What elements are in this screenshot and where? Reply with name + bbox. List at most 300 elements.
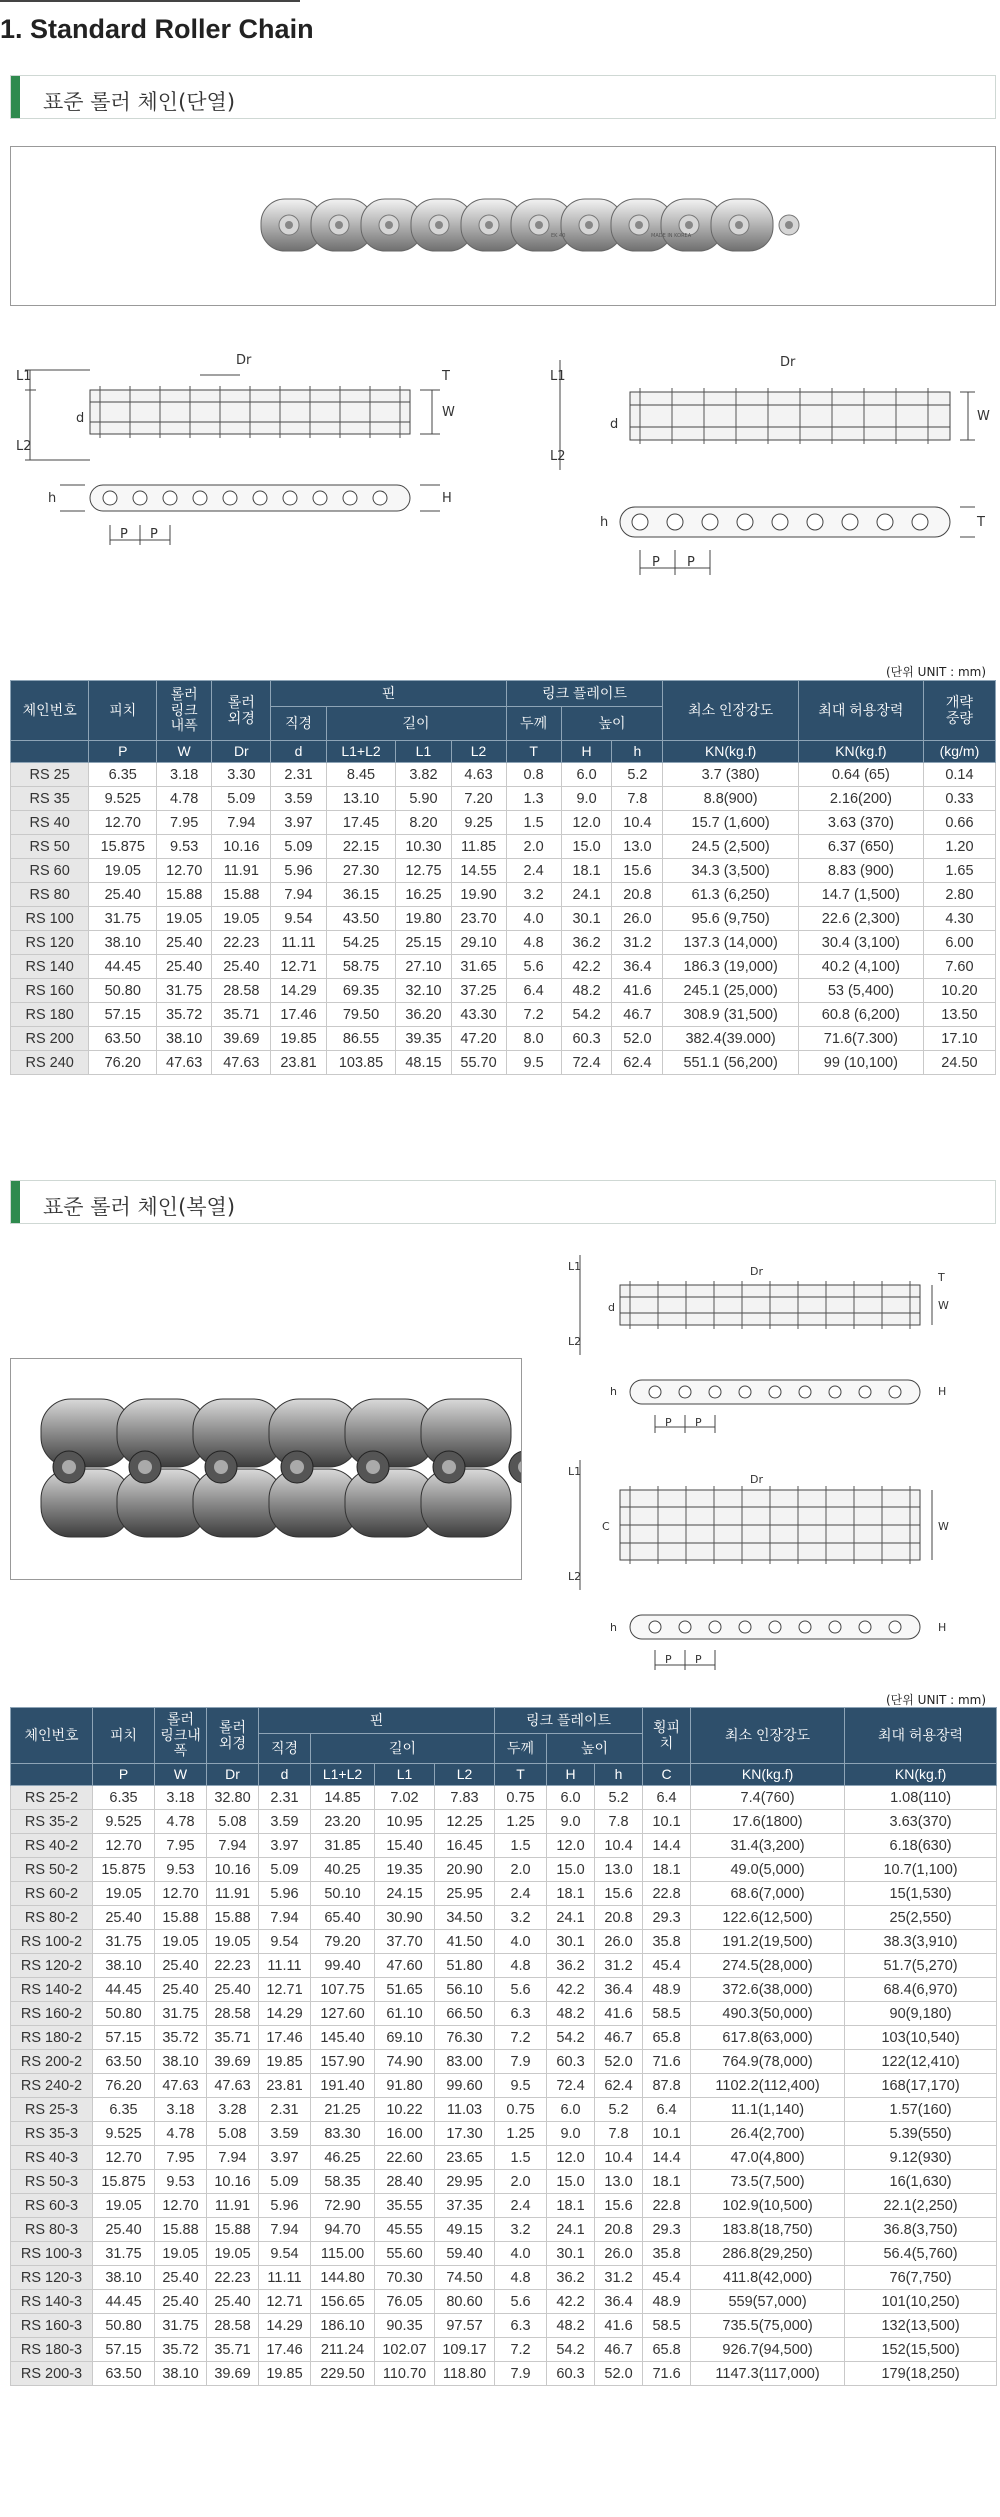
sub-header-cell: h	[595, 1764, 643, 1786]
m-label-L1: L1	[568, 1260, 582, 1273]
spec-cell: 17.30	[435, 2122, 495, 2146]
spec-cell: 5.6	[506, 955, 561, 979]
spec-cell: 5.6	[495, 1978, 547, 2002]
spec-cell: 3.82	[396, 763, 451, 787]
spec-cell: 6.0	[547, 2098, 595, 2122]
label-L1-r: L1	[550, 369, 566, 384]
spec-cell: 38.10	[155, 2050, 207, 2074]
spec-cell: 66.50	[435, 2002, 495, 2026]
spec-cell: 3.2	[495, 1906, 547, 1930]
unit-note-single: (단위 UNIT : mm)	[886, 665, 987, 679]
spec-cell: 12.70	[155, 1882, 207, 1906]
m-label-h: h	[610, 1385, 617, 1398]
spec-cell: 13.0	[595, 1858, 643, 1882]
spec-cell: 191.2(19,500)	[691, 1930, 845, 1954]
plate-mark-1: MADE IN KOREA	[651, 233, 692, 239]
label-T-r: T	[977, 515, 985, 530]
spec-cell: 63.50	[89, 1027, 157, 1051]
spec-cell: 3.2	[495, 2218, 547, 2242]
m-label-C: C	[602, 1520, 610, 1533]
spec-cell: 43.50	[326, 907, 396, 931]
spec-cell: 5.2	[595, 1786, 643, 1810]
spec-cell: 10.16	[212, 835, 271, 859]
table-row	[11, 1051, 996, 1075]
chain-model-cell: RS 50	[11, 835, 89, 859]
sub-header-cell: Dr	[212, 741, 271, 763]
table-row	[11, 2122, 997, 2146]
spec-cell: 65.8	[643, 2026, 691, 2050]
m-th-pin: 핀	[259, 1708, 495, 1734]
spec-cell: 9.0	[547, 1810, 595, 1834]
spec-cell: 24.1	[561, 883, 612, 907]
spec-cell: 3.97	[259, 1834, 311, 1858]
spec-cell: 372.6(38,000)	[691, 1978, 845, 2002]
spec-cell: 76.20	[93, 2074, 155, 2098]
spec-cell: 25.40	[155, 2290, 207, 2314]
spec-cell: 18.1	[643, 1858, 691, 1882]
table-row	[11, 2194, 997, 2218]
th-pitch: 피치	[89, 681, 157, 741]
spec-cell: 8.8(900)	[663, 787, 799, 811]
spec-cell: 76.20	[89, 1051, 157, 1075]
spec-cell: 9.53	[157, 835, 212, 859]
section-accent-bar	[11, 76, 20, 118]
spec-cell: 19.85	[271, 1027, 326, 1051]
label-P-2: P	[150, 527, 158, 542]
table-row	[11, 859, 996, 883]
spec-cell: 29.10	[451, 931, 506, 955]
label-P-r1: P	[652, 555, 660, 570]
spec-cell: 179(18,250)	[845, 2362, 997, 2386]
chain-model-cell: RS 60-2	[11, 1882, 93, 1906]
spec-cell: 25.40	[157, 931, 212, 955]
single-strand-diagrams	[0, 340, 1000, 600]
spec-cell: 7.02	[375, 1786, 435, 1810]
spec-cell: 58.35	[311, 2170, 375, 2194]
spec-cell: 1.65	[923, 859, 995, 883]
spec-cell: 51.7(5,270)	[845, 1954, 997, 1978]
spec-cell: 61.10	[375, 2002, 435, 2026]
spec-cell: 48.2	[561, 979, 612, 1003]
spec-cell: 36.2	[561, 931, 612, 955]
spec-cell: 11.11	[259, 2266, 311, 2290]
spec-cell: 25.40	[212, 955, 271, 979]
spec-cell: 70.30	[375, 2266, 435, 2290]
spec-cell: 36.4	[595, 1978, 643, 2002]
spec-cell: 71.6	[643, 2362, 691, 2386]
plate-mark-2: EK 40	[551, 233, 566, 239]
chain-model-cell: RS 50-3	[11, 2170, 93, 2194]
chain-model-cell: RS 120-3	[11, 2266, 93, 2290]
spec-cell: 38.10	[155, 2362, 207, 2386]
spec-cell: 25.40	[155, 1978, 207, 2002]
sub-header-cell: L2	[451, 741, 506, 763]
spec-cell: 12.71	[271, 955, 326, 979]
spec-cell: 6.35	[93, 2098, 155, 2122]
spec-cell: 8.20	[396, 811, 451, 835]
label-Dr: Dr	[236, 353, 252, 368]
spec-cell: 7.83	[435, 1786, 495, 1810]
spec-cell: 37.25	[451, 979, 506, 1003]
spec-cell: 46.7	[612, 1003, 663, 1027]
label-T: T	[442, 369, 450, 384]
spec-cell: 6.35	[93, 1786, 155, 1810]
spec-cell: 617.8(63,000)	[691, 2026, 845, 2050]
spec-cell: 25.40	[207, 2290, 259, 2314]
spec-cell: 76(7,750)	[845, 2266, 997, 2290]
spec-cell: 47.20	[451, 1027, 506, 1051]
spec-cell: 31.2	[612, 931, 663, 955]
table-row	[11, 883, 996, 907]
m-th-diameter: 직경	[259, 1734, 311, 1764]
spec-cell: 38.10	[157, 1027, 212, 1051]
spec-cell: 63.50	[93, 2050, 155, 2074]
spec-cell: 25.40	[93, 2218, 155, 2242]
sub-header-cell: (kg/m)	[923, 741, 995, 763]
spec-cell: 6.37 (650)	[798, 835, 923, 859]
sub-header-cell: T	[506, 741, 561, 763]
spec-cell: 17.46	[259, 2026, 311, 2050]
spec-cell: 42.2	[547, 2290, 595, 2314]
spec-cell: 3.18	[157, 763, 212, 787]
spec-cell: 47.63	[155, 2074, 207, 2098]
sub-header-cell: P	[89, 741, 157, 763]
spec-cell: 58.75	[326, 955, 396, 979]
spec-cell: 24.50	[923, 1051, 995, 1075]
spec-cell: 9.525	[93, 1810, 155, 1834]
m-label-T: T	[938, 1271, 945, 1284]
spec-cell: 56.10	[435, 1978, 495, 2002]
m-th-height: 높이	[547, 1734, 643, 1764]
spec-cell: 5.09	[259, 2170, 311, 2194]
spec-cell: 17.46	[259, 2338, 311, 2362]
spec-cell: 15.0	[547, 2170, 595, 2194]
sub-header-cell: L1	[396, 741, 451, 763]
table-row	[11, 2146, 997, 2170]
table-row	[11, 763, 996, 787]
th-max-allow: 최대 허용장력	[798, 681, 923, 741]
spec-cell: 6.4	[506, 979, 561, 1003]
spec-cell: 58.5	[643, 2314, 691, 2338]
spec-cell: 17.10	[923, 1027, 995, 1051]
spec-cell: 5.96	[271, 859, 326, 883]
spec-cell: 26.4(2,700)	[691, 2122, 845, 2146]
label-L1: L1	[16, 369, 32, 384]
spec-cell: 69.10	[375, 2026, 435, 2050]
table-row	[11, 835, 996, 859]
spec-cell: 39.69	[207, 2050, 259, 2074]
m-th-roller-link-inner: 롤러 링크내 폭	[155, 1708, 207, 1764]
spec-cell: 8.83 (900)	[798, 859, 923, 883]
table-row	[11, 1027, 996, 1051]
spec-cell: 137.3 (14,000)	[663, 931, 799, 955]
table-row	[11, 1906, 997, 1930]
spec-cell: 12.70	[93, 2146, 155, 2170]
spec-cell: 9.525	[89, 787, 157, 811]
spec-cell: 23.81	[259, 2074, 311, 2098]
spec-cell: 91.80	[375, 2074, 435, 2098]
spec-cell: 15.6	[612, 859, 663, 883]
spec-cell: 22.60	[375, 2146, 435, 2170]
spec-cell: 99 (10,100)	[798, 1051, 923, 1075]
spec-cell: 29.3	[643, 1906, 691, 1930]
spec-cell: 3.18	[155, 1786, 207, 1810]
spec-cell: 15(1,530)	[845, 1882, 997, 1906]
sub-header-cell: KN(kg.f)	[845, 1764, 997, 1786]
spec-cell: 38.3(3,910)	[845, 1930, 997, 1954]
spec-cell: 42.2	[561, 955, 612, 979]
spec-cell: 72.90	[311, 2194, 375, 2218]
spec-cell: 5.08	[207, 2122, 259, 2146]
spec-cell: 191.40	[311, 2074, 375, 2098]
chain-model-cell: RS 100-2	[11, 1930, 93, 1954]
spec-cell: 83.00	[435, 2050, 495, 2074]
spec-cell: 71.6	[643, 2050, 691, 2074]
label-h-r: h	[600, 515, 609, 530]
spec-cell: 44.45	[89, 955, 157, 979]
m-th-length: 길이	[311, 1734, 495, 1764]
spec-cell: 6.0	[547, 1786, 595, 1810]
spec-cell: 69.35	[326, 979, 396, 1003]
th-roller-od: 롤러 외경	[212, 681, 271, 741]
m-label-P1: P	[665, 1416, 672, 1429]
spec-cell: 46.25	[311, 2146, 375, 2170]
spec-cell: 9.5	[495, 2074, 547, 2098]
table-row	[11, 2050, 997, 2074]
spec-cell: 39.35	[396, 1027, 451, 1051]
spec-cell: 99.60	[435, 2074, 495, 2098]
spec-cell: 229.50	[311, 2362, 375, 2386]
sub-header-cell: d	[271, 741, 326, 763]
spec-cell: 1.25	[495, 1810, 547, 1834]
spec-cell: 101(10,250)	[845, 2290, 997, 2314]
spec-cell: 54.2	[561, 1003, 612, 1027]
table-row	[11, 1882, 997, 1906]
spec-cell: 47.0(4,800)	[691, 2146, 845, 2170]
spec-cell: 6.4	[643, 1786, 691, 1810]
spec-cell: 10.1	[643, 2122, 691, 2146]
spec-cell: 23.20	[311, 1810, 375, 1834]
spec-cell: 2.0	[506, 835, 561, 859]
spec-cell: 11.91	[212, 859, 271, 883]
spec-cell: 31.75	[157, 979, 212, 1003]
spec-cell: 20.8	[595, 2218, 643, 2242]
spec-cell: 32.80	[207, 1786, 259, 1810]
spec-cell: 19.90	[451, 883, 506, 907]
sub-header-cell: KN(kg.f)	[691, 1764, 845, 1786]
spec-cell: 38.10	[89, 931, 157, 955]
label-Dr-r: Dr	[780, 355, 796, 370]
spec-cell: 19.05	[207, 2242, 259, 2266]
th-length: 길이	[326, 707, 506, 741]
spec-cell: 23.65	[435, 2146, 495, 2170]
spec-cell: 35.71	[207, 2026, 259, 2050]
spec-cell: 14.29	[259, 2002, 311, 2026]
spec-cell: 62.4	[595, 2074, 643, 2098]
spec-cell: 22.23	[212, 931, 271, 955]
spec-cell: 7.60	[923, 955, 995, 979]
spec-cell: 24.5 (2,500)	[663, 835, 799, 859]
spec-cell: 10.30	[396, 835, 451, 859]
spec-cell: 4.8	[506, 931, 561, 955]
spec-cell: 15.875	[93, 1858, 155, 1882]
spec-cell: 35.8	[643, 1930, 691, 1954]
spec-cell: 7.8	[595, 2122, 643, 2146]
spec-cell: 76.30	[435, 2026, 495, 2050]
spec-cell: 7.2	[506, 1003, 561, 1027]
spec-cell: 14.55	[451, 859, 506, 883]
spec-cell: 16.45	[435, 1834, 495, 1858]
sub-header-cell: T	[495, 1764, 547, 1786]
spec-cell: 1.5	[495, 1834, 547, 1858]
spec-cell: 10.95	[375, 1810, 435, 1834]
spec-cell: 47.63	[212, 1051, 271, 1075]
spec-cell: 12.70	[155, 2194, 207, 2218]
spec-cell: 47.60	[375, 1954, 435, 1978]
spec-cell: 1.20	[923, 835, 995, 859]
table-row	[11, 2290, 997, 2314]
spec-cell: 50.80	[93, 2314, 155, 2338]
spec-cell: 12.0	[547, 2146, 595, 2170]
chain-model-cell: RS 80-2	[11, 1906, 93, 1930]
table-row	[11, 1858, 997, 1882]
spec-cell: 3.63 (370)	[798, 811, 923, 835]
spec-cell: 4.63	[451, 763, 506, 787]
spec-cell: 2.4	[495, 2194, 547, 2218]
table-row	[11, 1003, 996, 1027]
spec-cell: 39.69	[207, 2362, 259, 2386]
chain-model-cell: RS 100-3	[11, 2242, 93, 2266]
spec-cell: 5.2	[595, 2098, 643, 2122]
multi-spec-table	[10, 1707, 997, 2386]
chain-model-cell: RS 35-2	[11, 1810, 93, 1834]
spec-cell: 51.65	[375, 1978, 435, 2002]
spec-cell: 40.25	[311, 1858, 375, 1882]
table-row	[11, 811, 996, 835]
spec-cell: 22.15	[326, 835, 396, 859]
chain-model-cell: RS 120-2	[11, 1954, 93, 1978]
sub-header-cell: L1	[375, 1764, 435, 1786]
spec-cell: 63.50	[93, 2362, 155, 2386]
spec-cell: 30.90	[375, 1906, 435, 1930]
spec-cell: 44.45	[93, 1978, 155, 2002]
spec-cell: 47.63	[157, 1051, 212, 1075]
spec-cell: 25.40	[155, 2266, 207, 2290]
table-row	[11, 2242, 997, 2266]
spec-cell: 26.0	[612, 907, 663, 931]
spec-cell: 12.0	[547, 1834, 595, 1858]
spec-cell: 15.88	[207, 1906, 259, 1930]
sub-header-cell: KN(kg.f)	[798, 741, 923, 763]
spec-cell: 11.11	[259, 1954, 311, 1978]
spec-cell: 60.3	[547, 2362, 595, 2386]
spec-cell: 1.3	[506, 787, 561, 811]
table-row	[11, 2362, 997, 2386]
chain-model-cell: RS 140-3	[11, 2290, 93, 2314]
spec-cell: 6.18(630)	[845, 1834, 997, 1858]
spec-cell: 19.05	[89, 859, 157, 883]
label-W: W	[442, 405, 455, 420]
spec-cell: 24.1	[547, 1906, 595, 1930]
spec-cell: 1102.2(112,400)	[691, 2074, 845, 2098]
spec-cell: 6.3	[495, 2314, 547, 2338]
chain-model-cell: RS 80	[11, 883, 89, 907]
table-row	[11, 2314, 997, 2338]
th-height: 높이	[561, 707, 663, 741]
table-row	[11, 1930, 997, 1954]
spec-cell: 15.875	[89, 835, 157, 859]
table-row	[11, 787, 996, 811]
m-label-d: d	[608, 1301, 615, 1314]
spec-cell: 26.0	[595, 2242, 643, 2266]
page-title: 1. Standard Roller Chain	[0, 14, 314, 44]
spec-cell: 31.2	[595, 2266, 643, 2290]
spec-cell: 87.8	[643, 2074, 691, 2098]
table-row	[11, 2338, 997, 2362]
chain-model-cell: RS 120	[11, 931, 89, 955]
chain-model-cell: RS 240	[11, 1051, 89, 1075]
th-diameter: 직경	[271, 707, 326, 741]
spec-cell: 9.54	[259, 1930, 311, 1954]
spec-cell: 28.58	[212, 979, 271, 1003]
chain-model-cell: RS 60	[11, 859, 89, 883]
sub-header-cell: d	[259, 1764, 311, 1786]
spec-cell: 9.0	[547, 2122, 595, 2146]
spec-cell: 109.17	[435, 2338, 495, 2362]
spec-cell: 60.8 (6,200)	[798, 1003, 923, 1027]
spec-cell: 79.20	[311, 1930, 375, 1954]
spec-cell: 50.10	[311, 1882, 375, 1906]
spec-cell: 559(57,000)	[691, 2290, 845, 2314]
spec-cell: 7.94	[207, 2146, 259, 2170]
spec-cell: 7.2	[495, 2338, 547, 2362]
spec-cell: 17.46	[271, 1003, 326, 1027]
spec-cell: 764.9(78,000)	[691, 2050, 845, 2074]
spec-cell: 31.75	[155, 2002, 207, 2026]
spec-cell: 57.15	[93, 2026, 155, 2050]
spec-cell: 57.15	[89, 1003, 157, 1027]
m-th-link-plate: 링크 플레이트	[495, 1708, 643, 1734]
th-min-tensile: 최소 인장강도	[663, 681, 799, 741]
spec-cell: 490.3(50,000)	[691, 2002, 845, 2026]
spec-cell: 382.4(39.000)	[663, 1027, 799, 1051]
spec-cell: 22.23	[207, 2266, 259, 2290]
spec-cell: 5.09	[259, 1858, 311, 1882]
spec-cell: 14.29	[259, 2314, 311, 2338]
chain-model-cell: RS 40-2	[11, 1834, 93, 1858]
m-label-Dr-b: Dr	[750, 1473, 763, 1486]
spec-cell: 57.15	[93, 2338, 155, 2362]
spec-cell: 7.94	[259, 1906, 311, 1930]
label-W-r: W	[977, 409, 990, 424]
spec-cell: 16.00	[375, 2122, 435, 2146]
multi-chain-photo	[10, 1358, 522, 1580]
table-row	[11, 2218, 997, 2242]
spec-cell: 28.58	[207, 2002, 259, 2026]
spec-cell: 9.53	[155, 1858, 207, 1882]
spec-cell: 3.97	[271, 811, 326, 835]
spec-cell: 15.88	[212, 883, 271, 907]
spec-cell: 18.1	[561, 859, 612, 883]
spec-cell: 118.80	[435, 2362, 495, 2386]
spec-cell: 54.2	[547, 2338, 595, 2362]
spec-cell: 12.70	[89, 811, 157, 835]
spec-cell: 157.90	[311, 2050, 375, 2074]
spec-cell: 1.5	[506, 811, 561, 835]
table-row	[11, 2170, 997, 2194]
spec-cell: 35.72	[157, 1003, 212, 1027]
spec-cell: 35.72	[155, 2026, 207, 2050]
